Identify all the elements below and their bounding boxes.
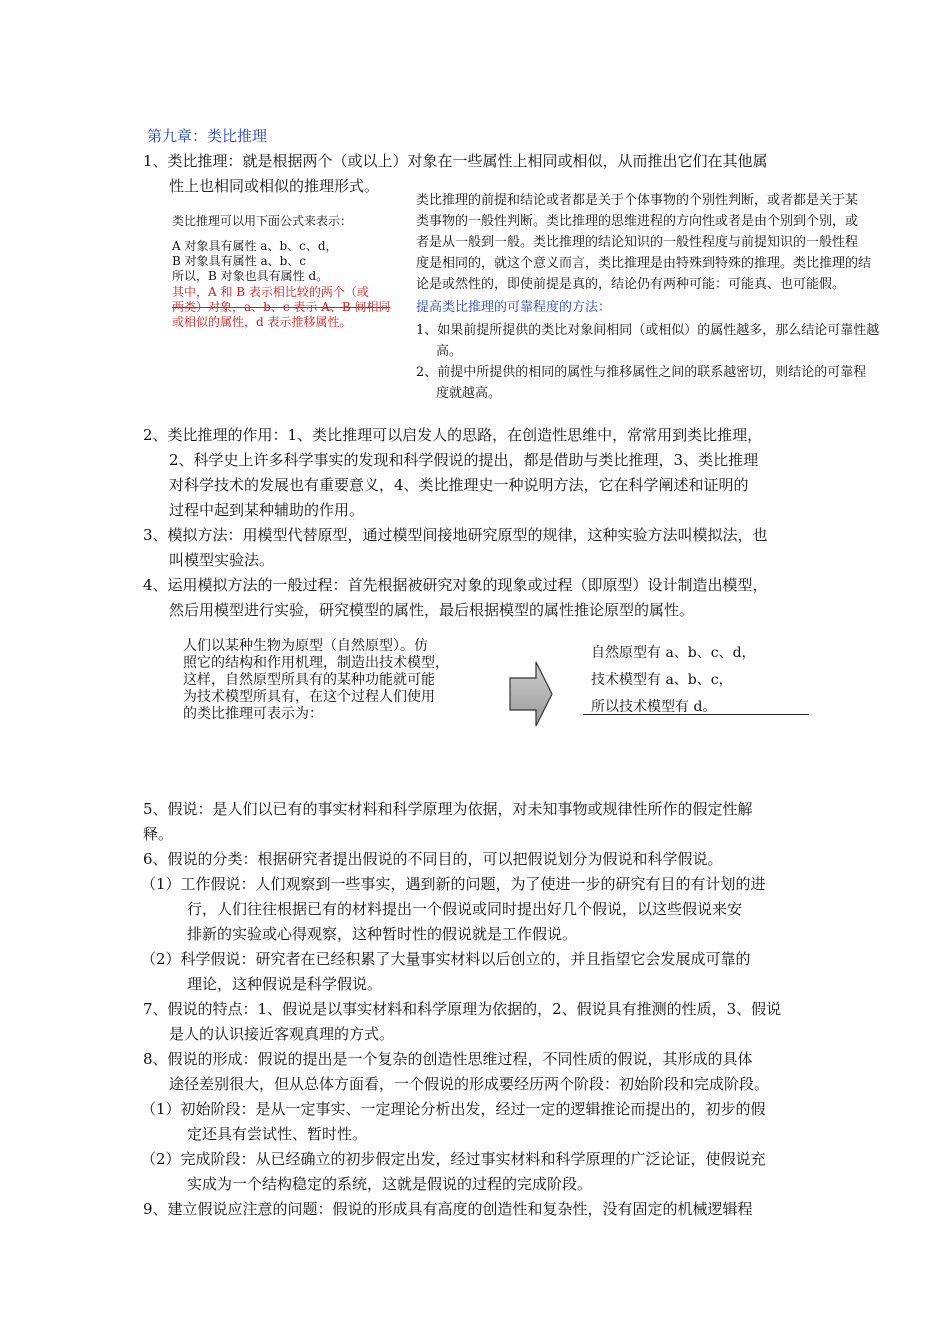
section-7-line: 是人的认识接近客观真理的方式。: [169, 1025, 395, 1043]
section-6-1-line: 排新的实验或心得观察，这种暂时性的假说就是工作假说。: [187, 925, 578, 943]
section-6-1-line: 行，人们往往根据已有的材料提出一个假说或同时提出好几个假说，以这些假说来安: [187, 900, 743, 918]
conclusion-line: 技术模型有 a、b、c，: [591, 672, 733, 688]
chapter-title: 第九章：类比推理: [147, 127, 268, 145]
section-6-2-line: （2）科学假说：研究者在已经积累了大量事实材料以后创立的，并且指望它会发展成可靠的: [141, 950, 751, 968]
formula-intro: 类比推理可以用下面公式来表示：: [172, 214, 353, 228]
conclusion-line: 自然原型有 a、b、c、d，: [591, 645, 756, 661]
bionics-line: 的类比推理可表示为：: [183, 706, 323, 722]
explanation-line: 论是或然性的，即使前提是真的，结论仍有两种可能：可能真、也可能假。: [416, 277, 846, 292]
section-4-line: 然后用模型进行实验，研究模型的属性，最后根据模型的属性推论原型的属性。: [169, 601, 695, 619]
section-9: 9、建立假说应注意的问题：假说的形成具有高度的创造性和复杂性，没有固定的机械逻辑程: [143, 1200, 753, 1218]
section-8-2-line: 实成为一个结构稳定的系统，这就是假说的过程的完成阶段。: [187, 1175, 593, 1193]
section-8-2-line: （2）完成阶段：从已经确立的初步假定出发，经过事实材料和科学原理的广泛论证，使假说充: [141, 1150, 766, 1168]
section-7-line: 7、假说的特点：1、假说是以事实材料和科学原理为依据的，2、假说具有推测的性质，3、假说: [143, 1000, 782, 1018]
section-1-line: 1、类比推理：就是根据两个（或以上）对象在一些属性上相同或相似，从而推出它们在其他属: [143, 152, 768, 170]
section-2-line: 过程中起到某种辅助的作用。: [169, 501, 365, 519]
section-6: 6、假说的分类：根据研究者提出假说的不同目的，可以把假说划分为假说和科学假说。: [143, 850, 723, 868]
section-8-line: 途径差别很大，但从总体方面看，一个假说的形成要经历两个阶段：初始阶段和完成阶段。: [169, 1075, 770, 1093]
section-8-1-line: （1）初始阶段：是从一定事实、一定理论分析出发，经过一定的逻辑推论而提出的，初步的假: [141, 1100, 766, 1118]
section-1-line: 性上也相同或相似的推理形式。: [169, 177, 380, 195]
section-4-line: 4、运用模拟方法的一般过程：首先根据被研究对象的现象或过程（即原型）设计制造出模型，: [143, 576, 768, 594]
bionics-line: 照它的结构和作用机理，制造出技术模型，: [183, 655, 449, 671]
section-8-2: [141, 1147, 766, 1197]
formula-line: B 对象具有属性 a、b、c: [172, 254, 307, 268]
section-6-2: [141, 947, 751, 997]
formula-note-line: 其中，A 和 B 表示相比较的两个（或: [172, 285, 369, 299]
bionics-line: 为技术模型所具有，在这个过程人们使用: [183, 689, 435, 705]
formula-note-line: 或相似的属性，d 表示推移属性。: [172, 315, 352, 329]
analogy-explanation-box: [416, 190, 879, 404]
explanation-line: 者是从一般到一般。类比推理的结论知识的一般性程度与前提知识的一般性程: [416, 235, 859, 250]
section-6-1: [141, 872, 766, 947]
explanation-line: 类比推理的前提和结论或者都是关于个体事物的个别性判断，或者都是关于某: [416, 193, 859, 208]
section-5: [143, 797, 753, 847]
bionics-box: [183, 638, 449, 723]
formula-box: [172, 214, 391, 330]
conclusion-box: [591, 640, 756, 721]
conclusion-line: 所以技术模型有 d。: [591, 699, 717, 715]
method-title: 提高类比推理的可靠程度的方法：: [416, 300, 612, 315]
right-arrow-icon: [506, 658, 554, 730]
conclusion-rule: [583, 714, 809, 715]
formula-lines: [172, 239, 391, 284]
bionics-line: 人们以某种生物为原型（自然原型）。仿: [183, 638, 428, 654]
section-3: [143, 523, 768, 573]
formula-note-line: 两类）对象，a、b、c 表示 A、B 间相同: [172, 300, 391, 314]
explanation-line: 类事物的一般性判断。类比推理的思维进程的方向性或者是由个别到个别，或: [416, 214, 859, 229]
section-5-line: 释。: [143, 825, 174, 843]
section-2-line: 对科学技术的发展也有重要意义，4、类比推理史一种说明方法，它在科学阐述和证明的: [169, 476, 749, 494]
section-6-2-line: 理论，这种假说是科学假说。: [187, 975, 383, 993]
bionics-line: 这样，自然原型所具有的某种功能就可能: [183, 672, 435, 688]
formula-line: 所以，B 对象也具有属性 d。: [172, 269, 329, 283]
method-item-cont: 高。: [436, 344, 463, 359]
section-8-1-line: 定还具有尝试性、暂时性。: [187, 1125, 368, 1143]
explanation-line: 度是相同的，就这个意义而言，类比推理是由特殊到特殊的推理。类比推理的结: [416, 256, 872, 271]
method-item-cont: 度就越高。: [436, 386, 502, 401]
section-6-1-line: （1）工作假说：人们观察到一些事实，遇到新的问题，为了使进一步的研究有目的有计划的进: [141, 875, 766, 893]
formula-note: [172, 285, 391, 330]
section-3-line: 叫模型实验法。: [169, 551, 275, 569]
section-2-line: 2、科学史上许多科学事实的发现和科学假说的提出，都是借助与类比推理，3、类比推理: [169, 451, 759, 469]
method-item: 2、前提中所提供的相同的属性与推移属性之间的联系越密切，则结论的可靠程: [416, 365, 867, 380]
section-8-line: 8、假说的形成：假说的提出是一个复杂的创造性思维过程，不同性质的假说，其形成的具体: [143, 1050, 753, 1068]
section-5-line: 5、假说：是人们以已有的事实材料和科学原理为依据，对未知事物或规律性所作的假定性解: [143, 800, 753, 818]
formula-line: A 对象具有属性 a、b、c、d，: [172, 239, 338, 253]
method-item: 1、如果前提所提供的类比对象间相同（或相似）的属性越多，那么结论可靠性越: [416, 323, 880, 338]
section-3-line: 3、模拟方法：用模型代替原型，通过模型间接地研究原型的规律，这种实验方法叫模拟法，也: [143, 526, 768, 544]
section-4: [143, 573, 768, 623]
section-2-line: 2、类比推理的作用：1、类比推理可以启发人的思路，在创造性思维中，常常用到类比推理，: [143, 426, 763, 444]
section-7: [143, 997, 781, 1047]
section-8: [143, 1047, 769, 1097]
section-2: [143, 423, 762, 523]
section-8-1: [141, 1097, 766, 1147]
